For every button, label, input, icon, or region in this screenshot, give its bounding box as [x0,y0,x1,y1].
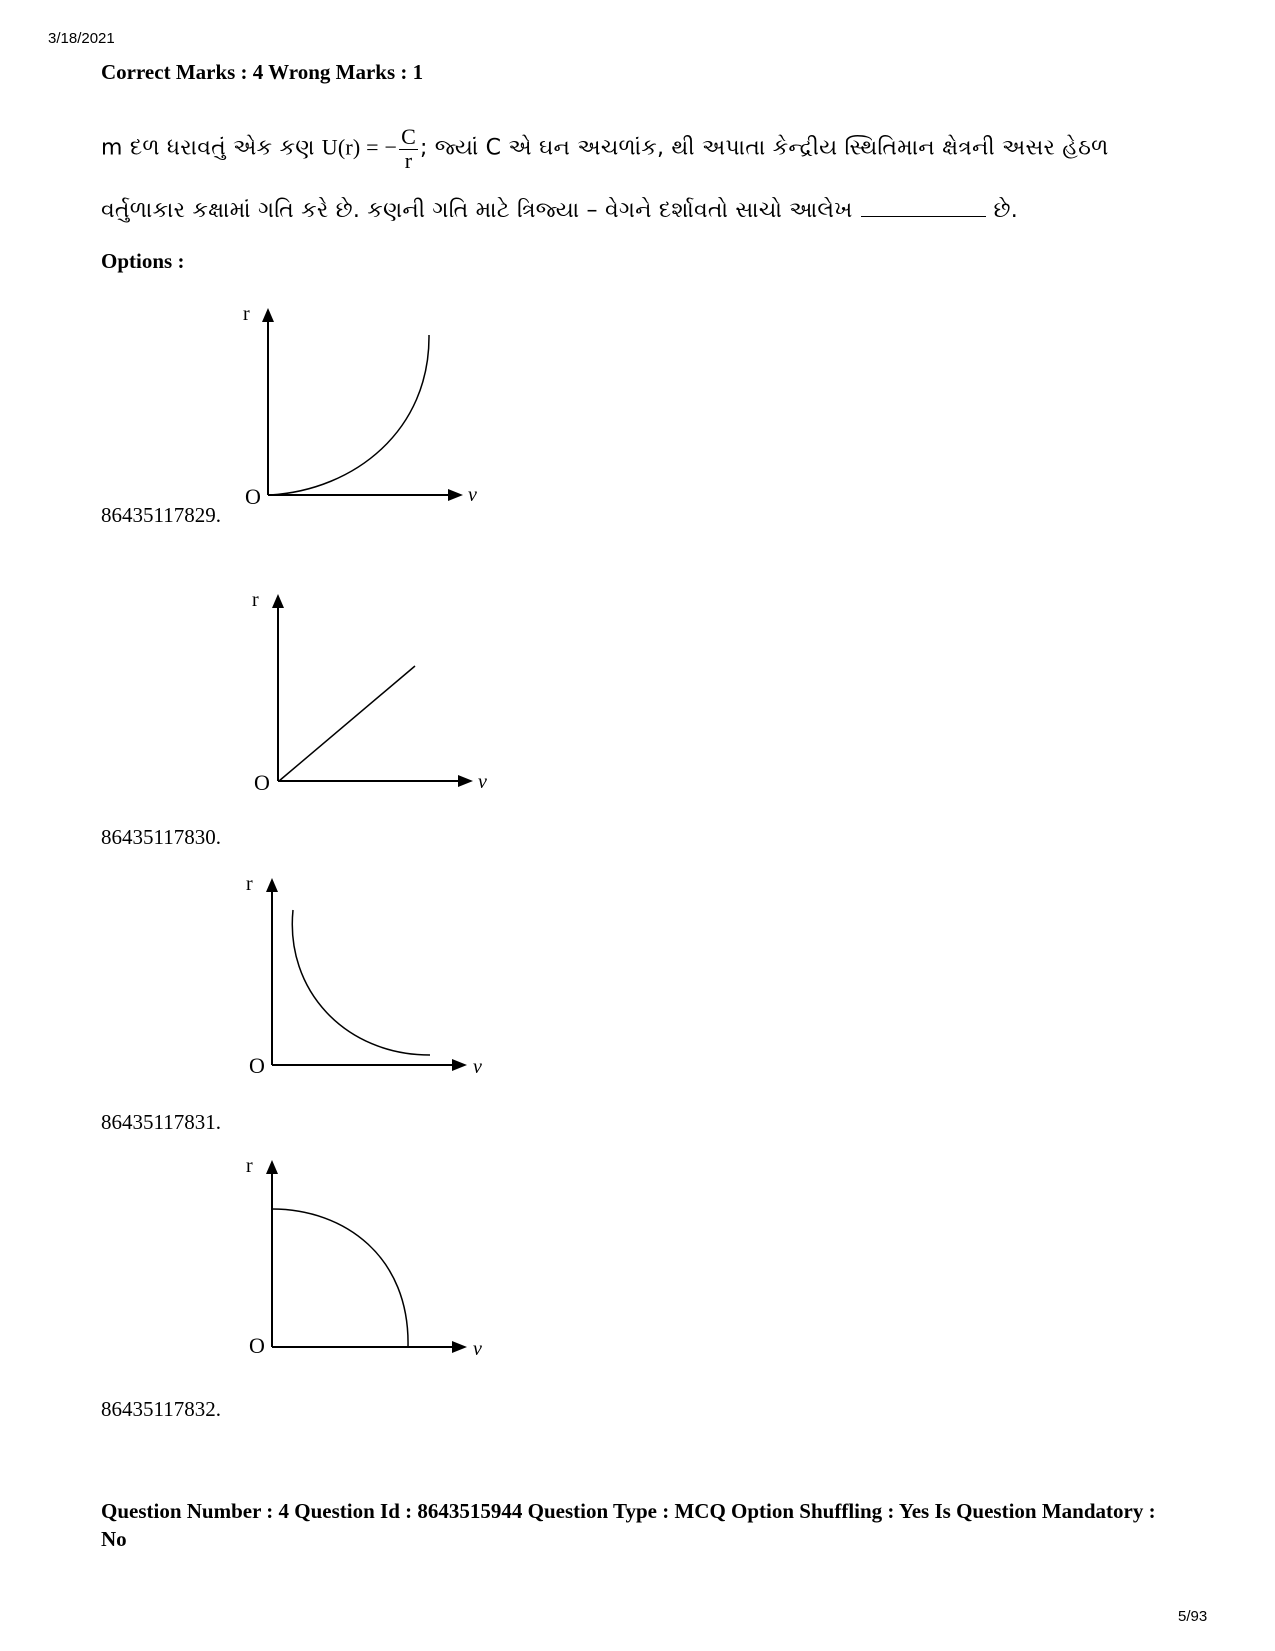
option-4-graph [235,1152,505,1382]
next-question-info: Question Number : 4 Question Id : 8643515944 Question Type : MCQ Option Shuffling : Yes Is Question Mandatory : No [101,1499,1156,1551]
print-date: 3/18/2021 [48,30,115,47]
potential-lhs: U(r) = − [321,134,398,160]
option-4-id[interactable]: 86435117832. [101,1397,221,1421]
x-axis-arrow-icon [452,1059,467,1071]
curve-straight-line [279,666,415,781]
x-axis-arrow-icon [448,489,463,501]
question-text-end: ; જ્યાં C એ ઘન અચળાંક, થી અપાતા કેન્દ્રીય સ્થિતિમાન ક્ષેત્રની અસર હેઠળ [419,135,1109,161]
question-text-line-2-end: છે. [993,198,1018,223]
origin-label: O [249,1053,265,1078]
curve-decreasing [292,910,430,1055]
curve-increasing [270,335,429,495]
marks-info: Correct Marks : 4 Wrong Marks : 1 [101,60,424,84]
x-label: v [468,484,477,506]
x-label: v [473,1056,482,1078]
origin-label: O [245,484,261,509]
curve-quarter-circle [272,1209,408,1347]
question-text-line-1 [101,125,1108,172]
question-text-line-2 [101,196,1018,223]
option-3-id[interactable]: 86435117831. [101,1110,221,1134]
x-label: v [478,771,487,793]
y-axis-arrow-icon [262,308,274,322]
y-label: r [246,1155,253,1177]
fraction-numerator: C [401,124,416,149]
x-axis-arrow-icon [452,1341,467,1353]
potential-fraction [399,125,418,172]
y-axis-arrow-icon [272,594,284,608]
y-label: r [246,873,253,895]
y-label: r [252,589,259,611]
y-axis-arrow-icon [266,1160,278,1174]
x-label: v [473,1338,482,1360]
option-1-graph [235,300,505,530]
origin-label: O [254,770,270,795]
fraction-denominator: r [404,148,413,173]
option-3-graph [235,870,505,1100]
origin-label: O [249,1333,265,1358]
x-axis-arrow-icon [458,775,473,787]
y-label: r [243,303,250,325]
answer-blank [861,196,986,217]
options-heading: Options : [101,249,185,273]
page-number: 5/93 [1178,1608,1208,1625]
option-1-id[interactable]: 86435117829. [101,503,221,527]
option-2-id[interactable]: 86435117830. [101,825,221,849]
question-text-start: m દળ ધરાવતું એક કણ [101,135,315,161]
y-axis-arrow-icon [266,878,278,892]
question-text-line-2-start: વર્તુળાકાર કક્ષામાં ગતિ કરે છે. કણની ગતિ માટે ત્રિજ્યા – વેગને દર્શાવતો સાચો આલેખ [101,198,853,223]
option-2-graph [235,586,505,816]
